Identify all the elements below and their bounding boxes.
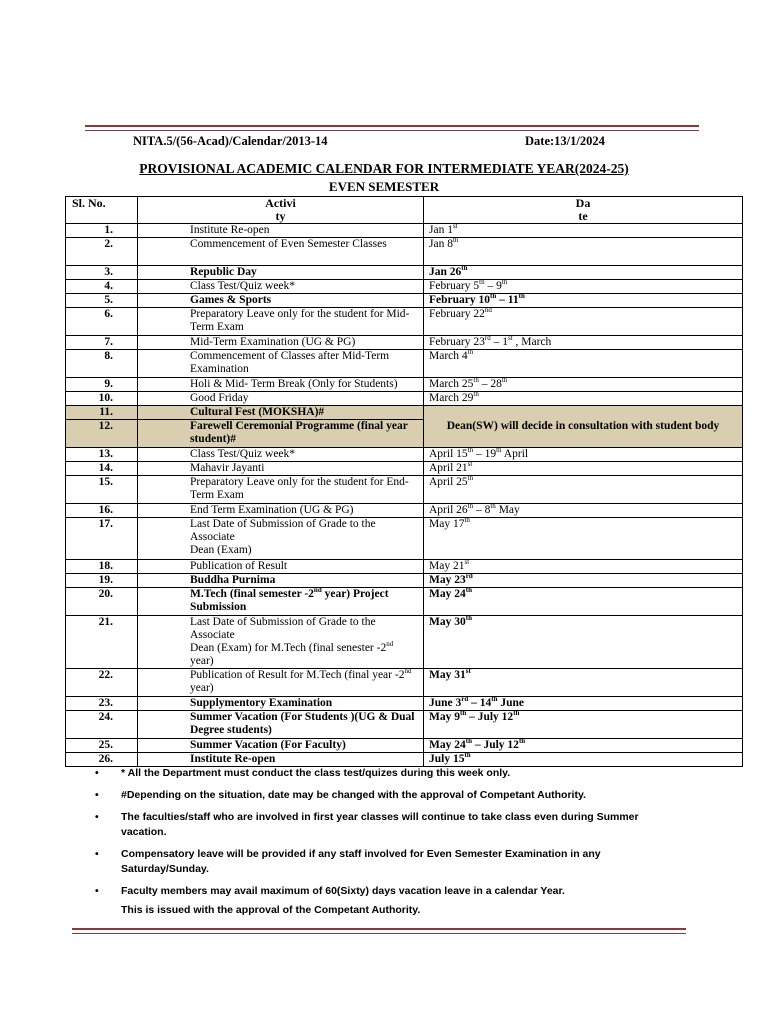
row-date: March 29th: [424, 392, 743, 406]
header-rule-bottom: [85, 130, 699, 131]
note-text: #Depending on the situation, date may be changed with the approval of Competant Authority.: [121, 789, 586, 801]
row-date: June 3rd – 14th June: [424, 697, 743, 711]
row-activity: Last Date of Submission of Grade to the Associate Dean (Exam): [138, 518, 424, 560]
header-rule-top: [85, 125, 699, 127]
note-text: Compensatory leave will be provided if any staff involved for Even Semester Examination in any Saturday/Sunday.: [121, 848, 601, 875]
row-date: May 30th: [424, 616, 743, 669]
row-activity: End Term Examination (UG & PG): [138, 504, 424, 518]
row-sl-no: 10.: [66, 392, 138, 406]
bullet-icon: •: [95, 767, 99, 779]
page-subtitle: EVEN SEMESTER: [328, 179, 440, 194]
row-activity: Preparatory Leave only for the student for Mid-Term Exam: [138, 308, 424, 336]
row-sl-no: 7.: [66, 336, 138, 350]
row-sl-no: 20.: [66, 588, 138, 616]
row-activity: Holi & Mid- Term Break (Only for Students): [138, 378, 424, 392]
table-row: [66, 350, 743, 378]
table-row: [66, 448, 743, 462]
row-sl-no: 8.: [66, 350, 138, 378]
row-activity: Last Date of Submission of Grade to the Associate Dean (Exam) for M.Tech (final senester -2nd year): [138, 616, 424, 669]
table-row: [66, 224, 743, 238]
row-sl-no: 21.: [66, 616, 138, 669]
row-activity: Good Friday: [138, 392, 424, 406]
row-sl-no: 15.: [66, 476, 138, 504]
closing-statement: This is issued with the approval of the Competant Authority.: [121, 904, 421, 916]
row-activity: Summer Vacation (For Students )(UG & Dual Degree students): [138, 711, 424, 739]
row-sl-no: 5.: [66, 294, 138, 308]
row-date: February 5th – 9th: [424, 280, 743, 294]
row-sl-no: 22.: [66, 669, 138, 697]
table-row: [66, 266, 743, 280]
row-date: February 22nd: [424, 308, 743, 336]
row-date: April 26th – 8th May: [424, 504, 743, 518]
bullet-icon: •: [95, 848, 99, 860]
row-date: March 4th: [424, 350, 743, 378]
table-row: [66, 280, 743, 294]
row-activity: Summer Vacation (For Faculty): [138, 739, 424, 753]
row-activity: Supplymentory Examination: [138, 697, 424, 711]
row-activity: Class Test/Quiz week*: [138, 448, 424, 462]
row-activity: Institute Re-open: [138, 224, 424, 238]
calendar-table: [65, 196, 743, 767]
row-activity: Commencement of Even Semester Classes: [138, 238, 424, 266]
note-text: Faculty members may avail maximum of 60(Sixty) days vacation leave in a calendar Year.: [121, 885, 565, 897]
table-row: [66, 378, 743, 392]
date-header-line-2: te: [578, 209, 588, 223]
reference-number: NITA.5/(56-Acad)/Calendar/2013-14: [133, 134, 328, 148]
row-activity: Games & Sports: [138, 294, 424, 308]
bullet-icon: •: [95, 885, 99, 897]
row-activity: Preparatory Leave only for the student for End-Term Exam: [138, 476, 424, 504]
note-text: The faculties/staff who are involved in first year classes will continue to take class even during Summer vacation.: [121, 811, 639, 838]
table-row: [66, 560, 743, 574]
row-sl-no: 17.: [66, 518, 138, 560]
row-date: April 15th – 19th April: [424, 448, 743, 462]
row-date: Jan 1st: [424, 224, 743, 238]
row-activity: Buddha Purnima: [138, 574, 424, 588]
note-item: [95, 810, 655, 840]
note-item: [95, 847, 655, 877]
table-row: [66, 753, 743, 767]
row-activity: Cultural Fest (MOKSHA)#: [138, 406, 424, 420]
row-sl-no: 12.: [66, 420, 138, 448]
row-date: May 21st: [424, 560, 743, 574]
table-row: [66, 588, 743, 616]
row-sl-no: 19.: [66, 574, 138, 588]
row-date: May 9th – July 12th: [424, 711, 743, 739]
footer-rule-bottom: [72, 933, 686, 934]
row-sl-no: 1.: [66, 224, 138, 238]
row-date: February 23rd – 1st , March: [424, 336, 743, 350]
date-header: [424, 197, 743, 224]
note-item: [95, 766, 655, 781]
table-row: [66, 392, 743, 406]
table-row: [66, 518, 743, 560]
activity-header: [138, 197, 424, 224]
table-row: [66, 238, 743, 266]
table-row: [66, 616, 743, 669]
note-text: * All the Department must conduct the class test/quizes during this week only.: [121, 767, 511, 779]
row-date: July 15th: [424, 753, 743, 767]
footer-rule-top: [72, 928, 686, 930]
activity-header-line-1: Activi: [265, 196, 296, 210]
row-sl-no: 18.: [66, 560, 138, 574]
table-row: [66, 406, 743, 420]
sl-no-header: Sl. No.: [66, 197, 138, 224]
row-sl-no: 26.: [66, 753, 138, 767]
bullet-icon: •: [95, 789, 99, 801]
note-item: [95, 884, 655, 899]
table-row: [66, 697, 743, 711]
table-row: [66, 669, 743, 697]
table-row: [66, 308, 743, 336]
row-sl-no: 2.: [66, 238, 138, 266]
row-sl-no: 6.: [66, 308, 138, 336]
row-sl-no: 24.: [66, 711, 138, 739]
document-date: Date:13/1/2024: [525, 134, 605, 148]
row-activity: Publication of Result for M.Tech (final year -2nd year): [138, 669, 424, 697]
note-item: [95, 788, 655, 803]
merged-date-note: Dean(SW) will decide in consultation with student body: [424, 406, 743, 448]
table-row: [66, 294, 743, 308]
row-date: April 25th: [424, 476, 743, 504]
row-sl-no: 3.: [66, 266, 138, 280]
date-header-line-1: Da: [575, 196, 591, 210]
bullet-icon: •: [95, 811, 99, 823]
row-activity: Commencement of Classes after Mid-Term Examination: [138, 350, 424, 378]
row-sl-no: 4.: [66, 280, 138, 294]
row-date: April 21st: [424, 462, 743, 476]
row-activity: Farewell Ceremonial Programme (final year student)#: [138, 420, 424, 448]
row-date: May 17th: [424, 518, 743, 560]
notes-list: [95, 766, 655, 906]
table-row: [66, 336, 743, 350]
row-activity: Mahavir Jayanti: [138, 462, 424, 476]
row-activity: Class Test/Quiz week*: [138, 280, 424, 294]
row-date: March 25th – 28th: [424, 378, 743, 392]
table-row: [66, 574, 743, 588]
row-activity: Publication of Result: [138, 560, 424, 574]
activity-header-line-2: ty: [275, 209, 286, 223]
row-sl-no: 25.: [66, 739, 138, 753]
row-date: May 24th: [424, 588, 743, 616]
row-date: May 23rd: [424, 574, 743, 588]
table-row: [66, 504, 743, 518]
row-sl-no: 16.: [66, 504, 138, 518]
row-activity: Institute Re-open: [138, 753, 424, 767]
row-sl-no: 9.: [66, 378, 138, 392]
row-sl-no: 23.: [66, 697, 138, 711]
row-date: Jan 26th: [424, 266, 743, 280]
row-sl-no: 13.: [66, 448, 138, 462]
table-row: [66, 462, 743, 476]
row-date: February 10th – 11th: [424, 294, 743, 308]
table-header-row: [66, 197, 743, 224]
calendar-body: [66, 224, 743, 767]
row-date: May 31st: [424, 669, 743, 697]
row-sl-no: 14.: [66, 462, 138, 476]
table-row: [66, 476, 743, 504]
table-row: [66, 711, 743, 739]
row-activity: M.Tech (final semester -2nd year) Project Submission: [138, 588, 424, 616]
row-activity: Mid-Term Examination (UG & PG): [138, 336, 424, 350]
table-row: [66, 739, 743, 753]
row-date: May 24th – July 12th: [424, 739, 743, 753]
page-title: PROVISIONAL ACADEMIC CALENDAR FOR INTERMEDIATE YEAR(2024-25): [139, 161, 629, 176]
row-activity: Republic Day: [138, 266, 424, 280]
row-date: Jan 8th: [424, 238, 743, 266]
row-sl-no: 11.: [66, 406, 138, 420]
